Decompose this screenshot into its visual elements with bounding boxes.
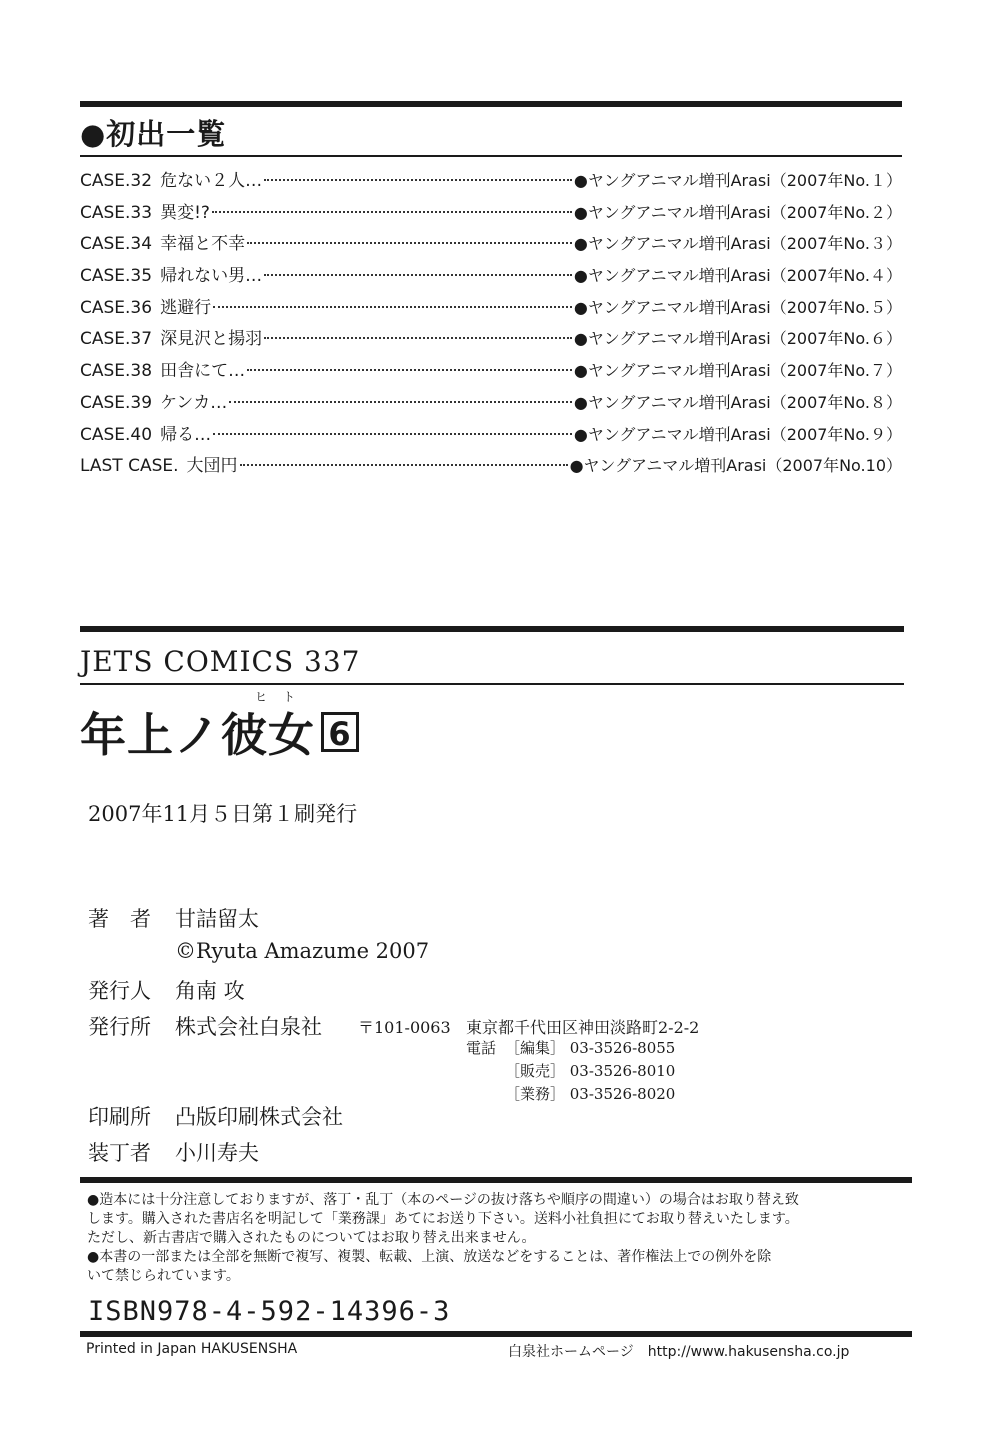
case-title: 幸福と不幸: [160, 234, 246, 255]
top-rule: [80, 101, 902, 107]
homepage-label: 白泉社ホームページ: [508, 1344, 634, 1360]
leader-dots: [212, 211, 572, 213]
leader-dots: [264, 337, 572, 339]
case-title: 危ない２人…: [160, 171, 263, 191]
legal-notes: [87, 1191, 909, 1286]
phone-editorial: ［編集］ 03-3526-8055: [505, 1039, 676, 1057]
case-row: [80, 229, 902, 261]
printer-name: 凸版印刷株式会社: [175, 1105, 343, 1129]
notes-top-rule: [80, 1177, 912, 1183]
case-number: CASE.37: [80, 329, 153, 350]
case-title: 帰れない男…: [160, 266, 263, 287]
heading-underline: [80, 155, 902, 157]
author-name: 甘詰留太: [175, 907, 259, 931]
case-title: 田舎にて…: [160, 361, 246, 382]
case-row: [80, 451, 902, 483]
case-source: ●ヤングアニマル増刊Arasi（2007年No.３）: [573, 234, 902, 254]
notes-line: ●造本には十分注意しておりますが、落丁・乱丁（本のページの抜け落ちや順序の間違い）の場合はお取り替え致: [87, 1192, 799, 1208]
case-number: CASE.36: [80, 297, 153, 318]
series-name: JETS COMICS 337: [80, 645, 361, 678]
publisher-person-label: 発行人: [88, 979, 151, 1003]
case-row: [80, 420, 902, 452]
case-number: CASE.40: [80, 424, 153, 445]
phone-business: ［業務］ 03-3526-8020: [505, 1085, 676, 1103]
case-title: 大団円: [186, 456, 238, 477]
case-number: CASE.32: [80, 171, 153, 191]
notes-line: ただし、新古書店で購入されたものについてはお取り替え出来ません。: [87, 1230, 536, 1246]
publication-date: 2007年11月５日第１刷発行: [88, 802, 358, 826]
homepage-url[interactable]: http://www.hakusensha.co.jp: [647, 1344, 850, 1360]
title-furigana: ヒト: [255, 690, 312, 704]
postal-code: 〒101-0063: [358, 1018, 451, 1037]
author-label: 著 者: [88, 907, 151, 931]
publisher-label: 発行所: [88, 1015, 151, 1039]
case-row: [80, 356, 902, 388]
case-title: 帰る…: [160, 424, 212, 445]
case-source: ●ヤングアニマル増刊Arasi（2007年No.９）: [573, 424, 902, 444]
case-row: [80, 261, 902, 293]
case-number: CASE.39: [80, 392, 153, 413]
case-number: CASE.33: [80, 202, 153, 223]
case-source: ●ヤングアニマル増刊Arasi（2007年No.６）: [573, 329, 902, 349]
notes-line: ●本書の一部または全部を無断で複写、複製、転載、上演、放送などをすることは、著作権法上での例外を除: [87, 1249, 772, 1265]
publisher-address: 東京都千代田区神田淡路町2-2-2: [466, 1018, 700, 1037]
footer-rule: [80, 1331, 912, 1337]
case-number: CASE.38: [80, 361, 153, 382]
first-appearance-list: [80, 166, 902, 483]
designer-label: 装丁者: [88, 1141, 151, 1165]
case-row: [80, 324, 902, 356]
first-appearance-heading: ●初出一覧: [80, 117, 227, 151]
case-row: [80, 198, 902, 230]
copyright: ©Ryuta Amazume 2007: [175, 939, 430, 963]
case-number: LAST CASE.: [80, 456, 179, 477]
case-number: CASE.35: [80, 266, 153, 287]
case-title: 異変!?: [160, 202, 210, 223]
case-source: ●ヤングアニマル増刊Arasi（2007年No.４）: [573, 266, 902, 286]
phone-label: 電話: [466, 1039, 497, 1057]
case-source: ●ヤングアニマル増刊Arasi（2007年No.５）: [573, 297, 902, 317]
colophon-top-rule: [80, 626, 904, 632]
case-title: ケンカ…: [160, 392, 228, 413]
leader-dots: [229, 401, 572, 403]
phone-sales: ［販売］ 03-3526-8010: [505, 1062, 676, 1080]
leader-dots: [247, 369, 572, 371]
case-title: 深見沢と揚羽: [160, 329, 263, 350]
case-source: ●ヤングアニマル増刊Arasi（2007年No.１）: [573, 171, 902, 190]
case-row: [80, 293, 902, 325]
case-source: ●ヤングアニマル増刊Arasi（2007年No.７）: [573, 361, 902, 381]
case-title: 逃避行: [160, 297, 212, 318]
book-title: 年上ノ彼女: [80, 708, 315, 762]
designer-name: 小川寿夫: [175, 1141, 259, 1165]
isbn: ISBN978-4-592-14396-3: [88, 1296, 451, 1327]
leader-dots: [213, 433, 572, 435]
series-underline: [80, 683, 904, 685]
leader-dots: [264, 274, 572, 276]
printed-in: Printed in Japan HAKUSENSHA: [86, 1341, 298, 1357]
printer-label: 印刷所: [88, 1105, 151, 1129]
leader-dots: [213, 306, 572, 308]
case-row: [80, 388, 902, 420]
case-source: ●ヤングアニマル増刊Arasi（2007年No.８）: [573, 392, 902, 412]
notes-line: します。購入された書店名を明記して「業務課」あてにお送り下さい。送料小社負担にてお取り替えいたします。: [87, 1211, 799, 1227]
volume-number: 6: [321, 712, 359, 752]
publisher-name: 株式会社白泉社: [175, 1015, 322, 1039]
publisher-person: 角南 攻: [175, 979, 245, 1003]
case-source: ●ヤングアニマル増刊Arasi（2007年No.２）: [573, 202, 902, 222]
case-number: CASE.34: [80, 234, 153, 255]
book-title-block: [80, 699, 359, 765]
case-source: ●ヤングアニマル増刊Arasi（2007年No.10）: [569, 456, 902, 476]
case-row: [80, 166, 902, 198]
leader-dots: [247, 242, 572, 244]
leader-dots: [240, 464, 568, 466]
leader-dots: [264, 179, 572, 181]
notes-line: いて禁じられています。: [87, 1268, 240, 1284]
homepage: [508, 1341, 849, 1361]
